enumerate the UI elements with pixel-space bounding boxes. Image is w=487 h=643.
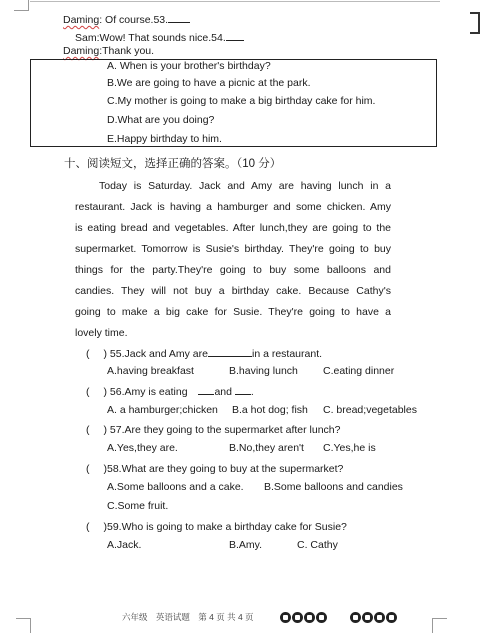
question-stem-end: in a restaurant. — [251, 348, 323, 360]
answer-slot-58[interactable] — [90, 462, 104, 472]
question-stem-end: . — [250, 386, 254, 398]
footer-subject: 英语试题 — [155, 612, 190, 622]
question-56 — [86, 384, 254, 399]
answer-paren-open: ( — [86, 348, 90, 360]
footer-logo-stamp — [280, 609, 328, 627]
dialogue-line-thanks — [63, 45, 154, 58]
stamp-icon — [304, 612, 315, 623]
choice-59-c: C. Cathy — [297, 539, 338, 551]
choice-58-b: B.Some balloons and candies — [264, 481, 403, 493]
answer-paren-open: ( — [86, 386, 90, 398]
question-58 — [86, 462, 343, 476]
option-d: D.What are you doing? — [107, 114, 215, 126]
answer-slot-55[interactable] — [90, 347, 104, 357]
choice-56-c: C. bread;vegetables — [323, 404, 417, 416]
passage-line: candies. They will not buy a birthday cake. Because Cathy's — [75, 285, 391, 297]
choice-57-c: C.Yes,he is — [323, 442, 376, 454]
choice-58-c: C.Some fruit. — [107, 500, 169, 512]
stamp-icon — [374, 612, 385, 623]
passage-line: restaurant. Jack is having a hamburger and some chicken. Amy — [75, 201, 391, 213]
question-stem-mid: and — [214, 386, 232, 398]
choice-59-b: B.Amy. — [229, 539, 263, 551]
passage-line: things for the party.They're going to buy some balloons and — [75, 264, 391, 276]
question-59 — [86, 520, 347, 534]
question-stem: 55.Jack and Amy are — [109, 348, 208, 360]
choice-55-c: C.eating dinner — [323, 365, 395, 377]
answer-slot-59[interactable] — [90, 520, 104, 530]
fill-blank-56-a[interactable] — [198, 384, 214, 395]
fill-blank-56-b[interactable] — [235, 384, 251, 395]
top-rule — [30, 1, 440, 2]
dialogue-line-54 — [75, 30, 244, 45]
answer-paren-close: ) — [103, 521, 107, 533]
answer-paren-open: ( — [86, 463, 90, 475]
choice-58-a: A.Some balloons and a cake. — [107, 481, 244, 493]
passage-line: lovely time. — [75, 327, 128, 339]
dialogue-text-53: : Of course.53. — [99, 14, 169, 26]
footer-grade: 六年级 — [122, 612, 148, 622]
answer-slot-57[interactable] — [90, 423, 104, 433]
section-heading: 十、阅读短文，选择正确的答案。（10 分） — [64, 158, 282, 170]
question-stem: 59.Who is going to make a birthday cake for Susie? — [107, 521, 347, 533]
dialogue-text-thanks: :Thank you. — [99, 45, 155, 57]
question-stem: 57.Are they going to the supermarket after lunch? — [109, 424, 341, 436]
passage-line: Today is Saturday. Jack and Amy are having lunch in a — [99, 180, 391, 192]
dialogue-line-53 — [63, 12, 190, 27]
footer-page: 第 4 页 共 4 页 — [198, 612, 254, 622]
answer-blank-54[interactable] — [226, 30, 244, 41]
option-c: C.My mother is going to make a big birthday cake for him. — [107, 95, 376, 107]
answer-slot-56[interactable] — [90, 385, 104, 395]
stamp-icon — [280, 612, 291, 623]
passage-line: is eating bread and vegetables. After lunch,they are going to the — [75, 222, 391, 234]
question-stem: 58.What are they going to buy at the supermarket? — [107, 463, 344, 475]
corner-mark-bottom-left — [16, 618, 31, 633]
stamp-icon — [316, 612, 327, 623]
question-57 — [86, 423, 340, 437]
stamp-icon — [350, 612, 361, 623]
reading-passage — [75, 176, 391, 344]
choice-57-a: A.Yes,they are. — [107, 442, 178, 454]
corner-mark-top-left — [14, 0, 29, 11]
stamp-icon — [386, 612, 397, 623]
answer-blank-53[interactable] — [168, 12, 190, 23]
stamp-icon — [362, 612, 373, 623]
stamp-icon — [292, 612, 303, 623]
choice-55-a: A.having breakfast — [107, 365, 194, 377]
answer-paren-open: ( — [86, 424, 90, 436]
passage-line: supermarket. Tomorrow is Susie's birthday. They're going to buy — [75, 243, 391, 255]
choice-56-a: A. a hamburger;chicken — [107, 404, 218, 416]
option-b: B.We are going to have a picnic at the park. — [107, 77, 311, 89]
answer-paren-close: ) — [103, 424, 107, 436]
footer-logo-stamp-2 — [350, 609, 398, 627]
speaker-daming: Daming — [63, 14, 100, 26]
choice-56-b: B.a hot dog; fish — [232, 404, 308, 416]
answer-paren-open: ( — [86, 521, 90, 533]
page-footer — [122, 611, 254, 623]
dialogue-text-54: Sam:Wow! That sounds nice.54. — [75, 32, 226, 44]
answer-paren-close: ) — [103, 348, 107, 360]
option-a: A. When is your brother's birthday? — [107, 60, 271, 72]
choice-57-b: B.No,they aren't — [229, 442, 304, 454]
question-stem: 56.Amy is eating — [109, 386, 188, 398]
choice-59-a: A.Jack. — [107, 539, 142, 551]
question-55 — [86, 346, 322, 361]
option-e: E.Happy birthday to him. — [107, 133, 222, 145]
speaker-daming: Daming — [63, 45, 100, 57]
corner-mark-bottom-right — [432, 618, 447, 633]
fill-blank-55[interactable] — [208, 346, 252, 357]
right-margin-bracket — [470, 12, 480, 34]
passage-line: going to make a big cake for Susie. They're going to have a — [75, 306, 391, 318]
choice-55-b: B.having lunch — [229, 365, 298, 377]
answer-paren-close: ) — [103, 386, 107, 398]
answer-paren-close: ) — [103, 463, 107, 475]
